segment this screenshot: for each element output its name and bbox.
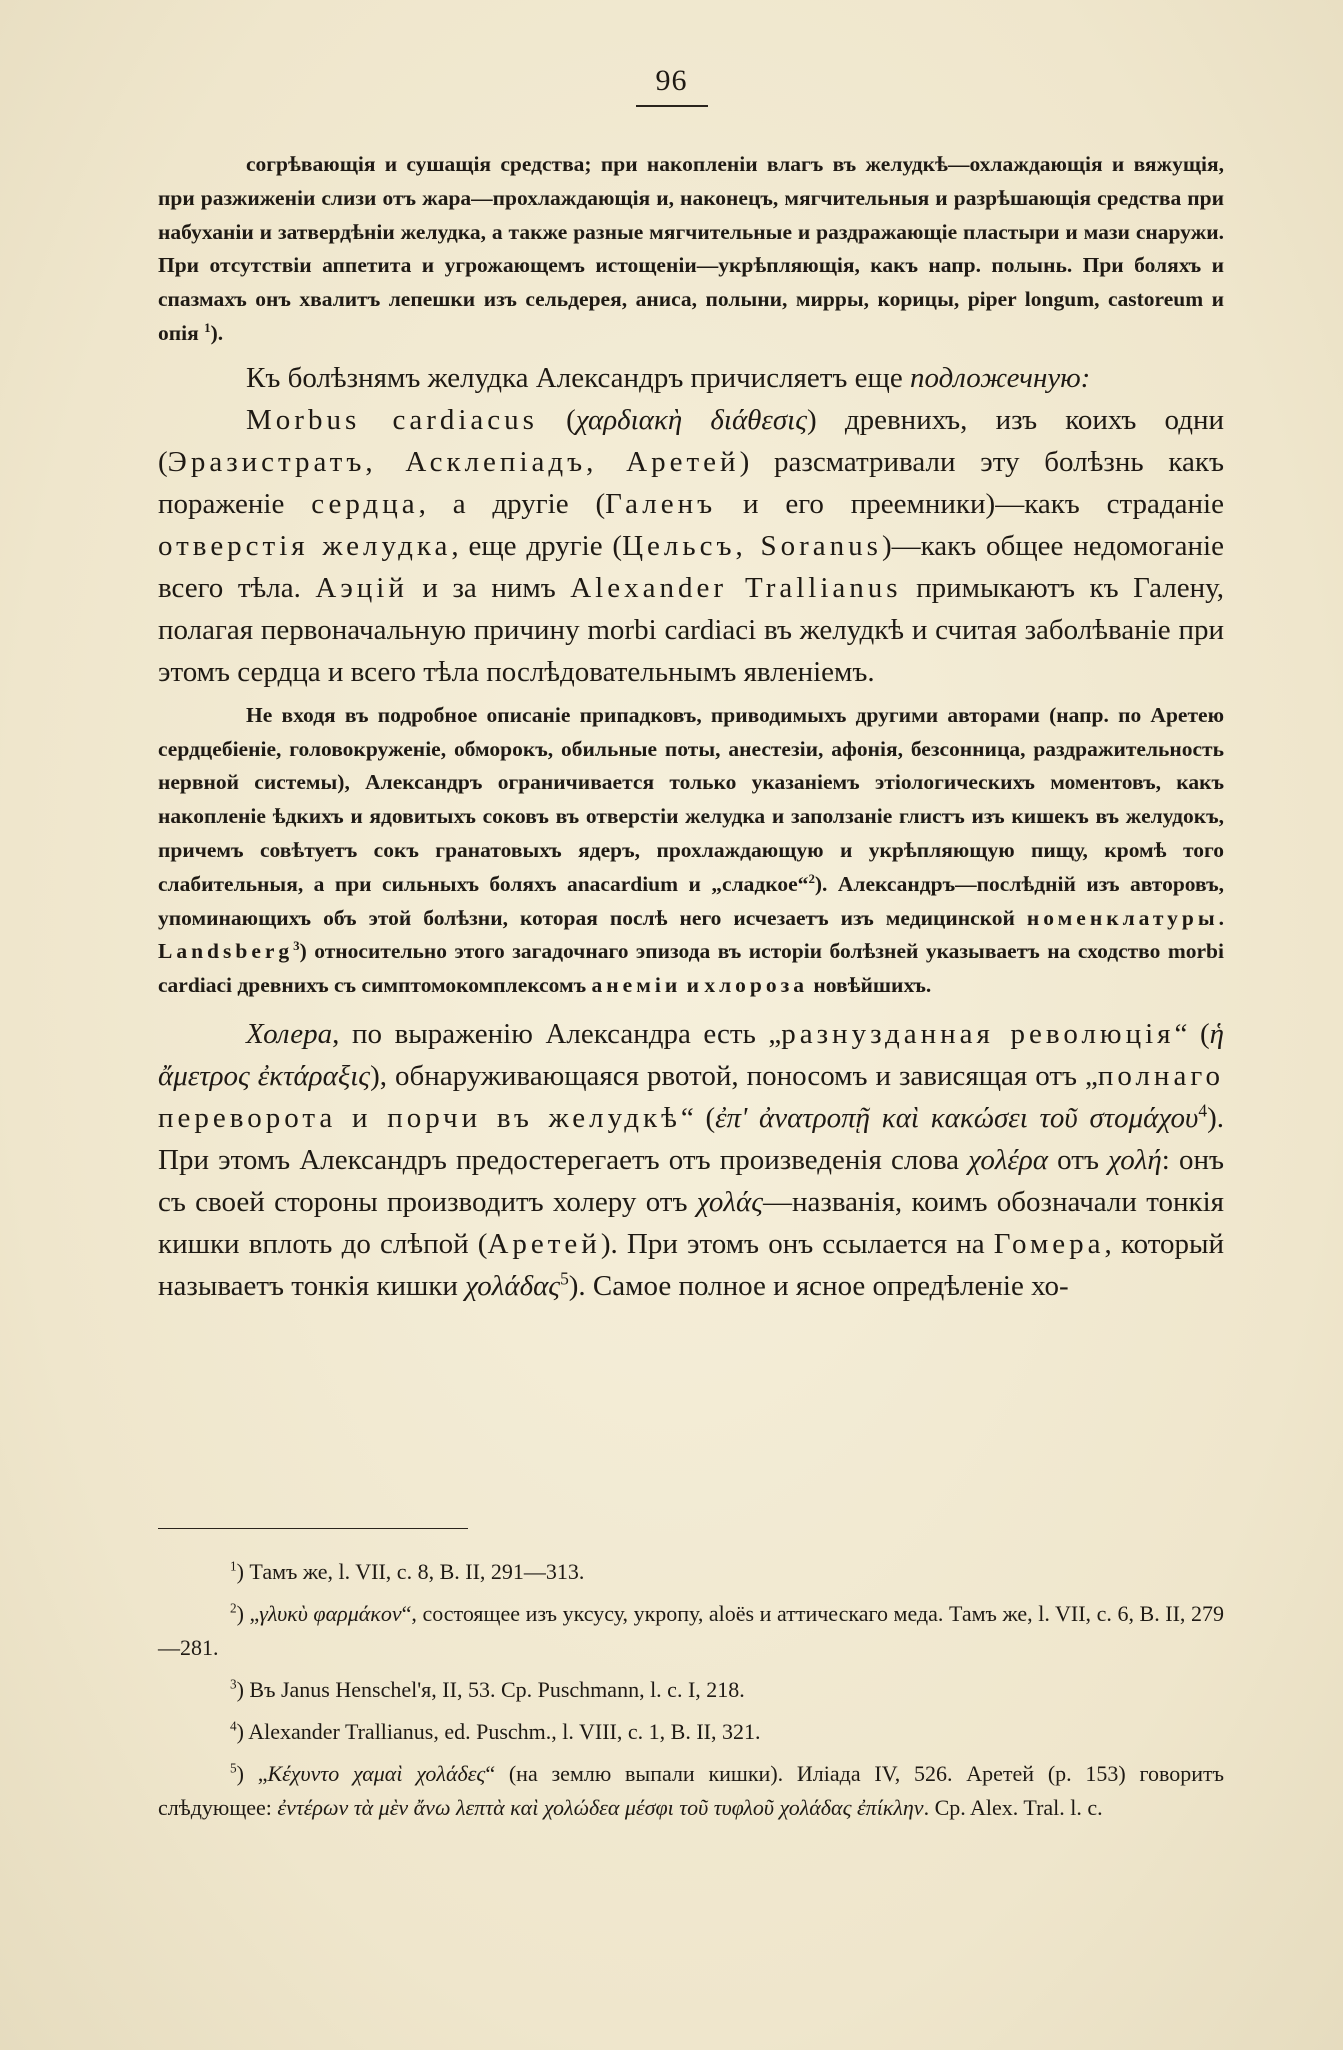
greek-term: χολάς — [696, 1185, 763, 1218]
text-run: примыкаютъ къ Галену, полагая первоначальную причину morbi cardiaci въ желудкѣ и считая заболѣваніе при этомъ сердца и всего тѣла послѣдовательнымъ явленіемъ. — [158, 571, 1224, 688]
text-run: )—какъ общее недомоганіе всего тѣла. — [158, 529, 1224, 604]
footnote-3: $^3$) Въ Janus Henschel'я, II, 53. Cp. Puschmann, l. c. I, 218. — [230, 1676, 745, 1702]
text-run: ), обнаруживающаяся рвотой, поносомъ и зависящая отъ „ — [370, 1059, 1098, 1092]
spaced-term: Галенъ — [605, 487, 717, 520]
spaced-term: разнузданная революція — [781, 1017, 1175, 1050]
text-run: “ ( — [680, 1101, 716, 1134]
text-run: „ — [249, 1601, 260, 1626]
footnote-text: Въ Janus Henschel'я, II, 53. Cp. Puschmann, l. c. I, 218. — [249, 1677, 745, 1702]
spaced-term: Аретей — [487, 1227, 601, 1260]
spaced-term: сердца — [311, 487, 419, 520]
paragraph-symptoms — [158, 699, 1224, 1003]
greek-term: χολάδας — [465, 1269, 561, 1302]
paragraph-treatment: согрѣвающія и сушащія средства; при накопленіи влагъ въ желудкѣ—охлаждающія и вяжущія, при разжиженіи слизи отъ жара—прохлаждающія и, наконецъ, мягчительныя и разрѣшающія средства при набуханіи и затвердѣніи желудка, а также разные мягчительные и раздражающіе пластыри и мази снаружи. При отсутствіи аппетита и угрожающемъ истощеніи—укрѣпляющія, какъ напр. полынь. При боляхъ и спазмахъ онъ хвалитъ лепешки изъ сельдерея, аниса, полыни, мирры, корицы, piper longum, castoreum и опія $^1$). — [158, 152, 1224, 345]
footnote-ref: 4 — [1198, 1100, 1208, 1121]
text-run: и — [681, 973, 705, 998]
main-text — [158, 148, 1224, 1307]
paragraph-text: согрѣвающія и сушащія средства; при накопленіи влагъ въ желудкѣ—охлаждающія и вяжущія, при разжиженіи слизи отъ жара—прохлаждающія и, наконецъ, мягчительныя и разрѣшающія средства при набуханіи и затвердѣніи желудка, а также разные мягчительные и раздражающіе пластыри и мази снаружи. При отсутствіи аппетита и угрожающемъ истощеніи—укрѣпляющія, какъ напр. полынь. При боляхъ и спазмахъ онъ хвалитъ лепешки изъ сельдерея, аниса, полыни, мирры, корицы, piper longum, castoreum и опія — [158, 152, 1224, 345]
greek-term: χαρδιακὴ διάθεσις — [575, 403, 807, 436]
text-run: новѣйшихъ. — [808, 973, 932, 998]
footnote-text: Alexander Trallianus, ed. Puschm., l. VIII, c. 1, B. II, 321. — [248, 1719, 761, 1744]
text-run: Не входя въ подробное описаніе припадковъ, приводимыхъ другими авторами (напр. по Аретею сердцебіеніе, головокруженіе, обморокъ, обильные поты, анестезіи, афонія, безсонница, раздражительность нервной системы), Александръ ограничивается только указаніемъ этіологическихъ моментовъ, какъ накопленіе ѣдкихъ и ядовитыхъ соковъ въ отверстіи желудка и заползаніе глистъ изъ кишекъ въ желудокъ, причемъ совѣтуетъ сокъ гранатовыхъ ядеръ, прохлаждающую и укрѣпляющую пищу, кромѣ того слабительныя, а при сильныхъ боляхъ anacardium и „сладкое“ — [158, 702, 1224, 896]
spaced-term: полнаго переворота и порчи въ желудкѣ — [158, 1059, 1225, 1134]
greek-term: ἐπ' ἀνατροπῇ καὶ κακώσει τοῦ στομάχου — [715, 1101, 1199, 1134]
footnote-text: “ (на землю выпали кишки). Иліада IV, 526. Аретей (p. 153) говоритъ слѣдующее: — [158, 1761, 1225, 1820]
greek-term: γλυκὺ φαρμάκον — [259, 1601, 402, 1626]
footnote-5: $^5$) „Κέχυντο χαμαὶ χολάδες“ (на землю выпали кишки). Иліада IV, 526. Аретей (p. 153) говоритъ слѣдующее: ἐντέρων τὰ μὲν ἄνω λεπτὰ καὶ χολώδεα μέσφι τοῦ τυφλοῦ χολάδας ἐπίκλην. Cp. Alex. Tral. l. c. — [158, 1760, 1225, 1820]
spaced-term: Alexander Trallianus — [570, 571, 902, 604]
spaced-term: Гомера — [993, 1227, 1105, 1260]
spaced-term: отверстія желудка — [158, 529, 452, 562]
spaced-term: Цельсъ, Soranus — [622, 529, 882, 562]
paragraph-cholera — [158, 1013, 1224, 1307]
greek-term: Κέχυντο χαμαὶ χολάδες — [267, 1761, 486, 1786]
italic-term: Холера — [246, 1017, 333, 1050]
text-run: отъ — [1047, 1143, 1109, 1176]
footnote-rule — [158, 1528, 468, 1529]
footnote-4: $^4$) Alexander Trallianus, ed. Puschm., l. VIII, c. 1, B. II, 321. — [230, 1718, 761, 1744]
spaced-term: номенклатуры — [1026, 905, 1219, 930]
footnote-number: 1 — [230, 1558, 237, 1574]
text-run: , а другіе ( — [418, 487, 606, 520]
greek-term: ἐντέρων τὰ μὲν ἄνω λεπτὰ καὶ χολώδεα μέσφι τοῦ τυφλοῦ χολάδας ἐπίκλην — [277, 1795, 924, 1820]
footnote-number: 4 — [230, 1718, 237, 1734]
greek-term: ἡ ἄμετρος ἐκτάραξις — [158, 1017, 1224, 1092]
text-run: “ ( — [1174, 1017, 1210, 1050]
text-run: , еще другіе ( — [451, 529, 623, 562]
footnote-ref: 3 — [293, 939, 300, 954]
text-run: и за нимъ — [407, 571, 571, 604]
page-number: 96 — [655, 64, 688, 97]
footnote-text: Тамъ же, l. VII, c. 8, B. II, 291—313. — [249, 1559, 585, 1584]
text-run: „ — [257, 1761, 268, 1786]
paragraph-cardiac-intro — [158, 357, 1224, 399]
text-run: : онъ съ своей стороны производитъ холеру отъ — [158, 1143, 1224, 1218]
spaced-term: Эразистратъ, Асклепіадъ, Аретей — [167, 445, 740, 478]
footnote-ref: 2 — [808, 871, 815, 886]
text-run: ). Александръ—послѣдній изъ авторовъ, упоминающихъ объ этой болѣзни, которая послѣ него исчезаетъ изъ медицинской — [158, 871, 1224, 930]
footnote-text: . Cp. Alex. Tral. l. c. — [923, 1795, 1103, 1820]
text-run: , который называетъ тонкія кишки — [158, 1227, 1224, 1302]
text-run: и его преемники)—какъ страданіе — [716, 487, 1224, 520]
text-run: , по выраженію Александра есть „ — [332, 1017, 782, 1050]
greek-term: χολέρα — [968, 1143, 1048, 1176]
footnotes — [158, 1555, 1224, 1833]
footnote-2: $^2$) „γλυκὺ φαρμάκον“, состоящее изъ уксусу, укропу, aloës и аттическаго меда. Тамъ же, l. VII, c. 6, B. II, 279—281. — [158, 1600, 1224, 1660]
text-run: ). При этомъ онъ ссылается на — [600, 1227, 994, 1260]
page-number-rule — [636, 105, 708, 107]
footnote-number: 2 — [230, 1600, 237, 1616]
italic-term: подложечную: — [910, 361, 1091, 394]
footnote-number: 3 — [230, 1676, 237, 1692]
footnote-1: $^1$) Тамъ же, l. VII, c. 8, B. II, 291—313. — [230, 1558, 585, 1584]
paragraph-text: Къ болѣзнямъ желудка Александръ причисляетъ еще — [246, 361, 910, 394]
spaced-term: Landsberg — [158, 939, 294, 964]
footnote-text: “, состоящее изъ уксусу, укропу, aloës и аттическаго меда. Тамъ же, l. VII, c. 6, B. II, 279—281. — [158, 1601, 1224, 1660]
spaced-term: анеміи — [591, 973, 682, 998]
spaced-term: хлороза — [704, 973, 809, 998]
spaced-term: Аэцій — [315, 571, 408, 604]
text-run: ). Самое полное и ясное опредѣленіе хо- — [568, 1269, 1069, 1302]
text-run: ) разсматривали эту болѣзнь какъ пораженіе — [158, 445, 1224, 520]
footnote-ref: 5 — [560, 1268, 569, 1289]
text-run: ). При этомъ Александръ предостерегаетъ отъ произведенія слова — [158, 1101, 1224, 1176]
footnote-number: 5 — [230, 1760, 237, 1776]
spaced-term: Morbus cardiacus — [246, 403, 538, 436]
footnote-ref: 1 — [204, 320, 211, 335]
text-run: . — [1218, 905, 1224, 930]
text-run: —названія, коимъ обозначали тонкія кишки вплоть до слѣпой ( — [158, 1185, 1224, 1260]
paragraph-morbus-cardiacus — [158, 399, 1224, 693]
text-run: ) древнихъ, изъ коихъ одни ( — [158, 403, 1224, 478]
greek-term: χολή — [1108, 1143, 1162, 1176]
text-run: ( — [537, 403, 576, 436]
text-run: ) относительно этого загадочнаго эпизода въ исторіи болѣзней указываетъ на сходство morbi cardiaci древнихъ съ симптомокомплексомъ — [158, 939, 1224, 998]
